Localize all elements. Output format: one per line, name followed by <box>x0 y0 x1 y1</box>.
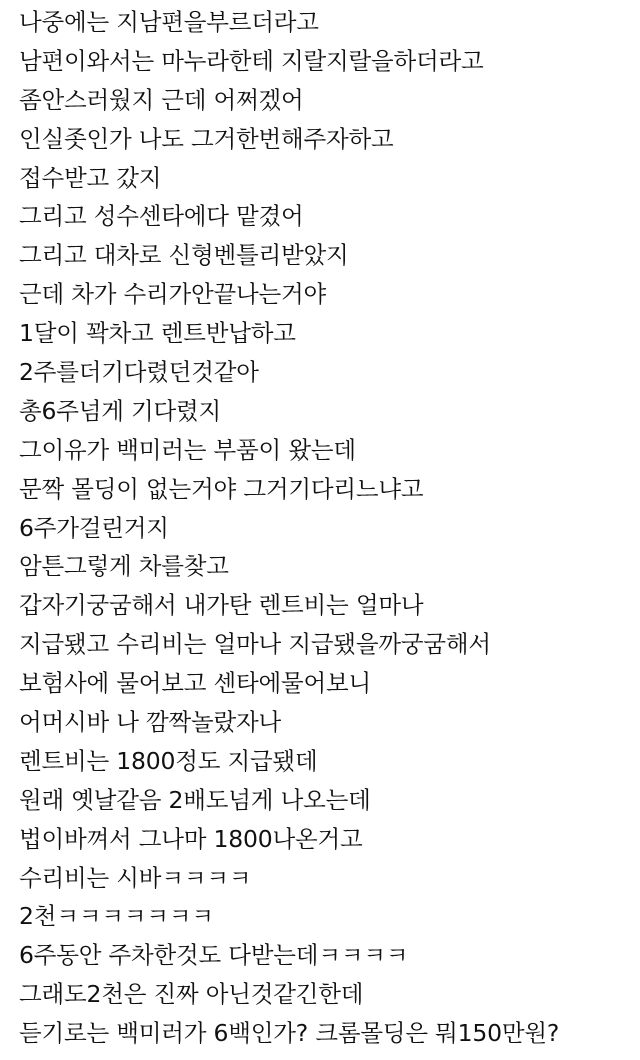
text-line: 그래도2천은 진짜 아닌것같긴한데 <box>19 980 364 1009</box>
text-line: 6주동안 주차한것도 다받는데ㅋㅋㅋㅋ <box>19 941 409 970</box>
text-line: 총6주넘게 기다렸지 <box>19 396 222 425</box>
text-line: 수리비는 시바ㅋㅋㅋㅋ <box>19 863 252 892</box>
text-line: 원래 옛날같음 2배도넘게 나오는데 <box>19 785 371 814</box>
text-line: 갑자기궁굼해서 내가탄 렌트비는 얼마나 <box>19 591 424 620</box>
text-line: 그이유가 백미러는 부품이 왔는데 <box>19 435 356 464</box>
text-line: 문짝 몰딩이 없는거야 그거기다리느냐고 <box>19 474 424 503</box>
text-line: 암튼그렇게 차를찾고 <box>19 552 229 581</box>
text-line: 2천ㅋㅋㅋㅋㅋㅋㅋ <box>19 902 214 931</box>
text-line: 그리고 성수센타에다 맡겼어 <box>19 202 304 231</box>
text-line: 접수받고 갔지 <box>19 163 162 192</box>
text-line: 렌트비는 1800정도 지급됐데 <box>19 746 318 775</box>
text-line: 2주를더기다렸던것같아 <box>19 358 259 387</box>
text-line: 지급됐고 수리비는 얼마나 지급됐을까궁굼해서 <box>19 630 491 659</box>
text-line: 6주가걸린거지 <box>19 513 169 542</box>
text-line: 보험사에 물어보고 센타에물어보니 <box>19 669 372 698</box>
text-line: 남편이와서는 마누라한테 지랄지랄을하더라고 <box>19 46 484 75</box>
text-line: 좀안스러웠지 근데 어쩌겠어 <box>19 85 304 114</box>
text-line: 근데 차가 수리가안끝나는거야 <box>19 280 327 309</box>
text-line: 그리고 대차로 신형벤틀리받았지 <box>19 241 349 270</box>
text-line: 어머시바 나 깜짝놀랐자나 <box>19 708 282 737</box>
text-line: 나중에는 지남편을부르더라고 <box>19 8 319 36</box>
text-line: 듣기로는 백미러가 6백인가? 크롬몰딩은 뭐150만원? <box>19 1019 560 1048</box>
text-line: 법이바껴서 그나마 1800나온거고 <box>19 824 363 853</box>
text-line: 인실좃인가 나도 그거한번해주자하고 <box>19 124 394 153</box>
text-line: 1달이 꽉차고 렌트반납하고 <box>19 319 296 348</box>
